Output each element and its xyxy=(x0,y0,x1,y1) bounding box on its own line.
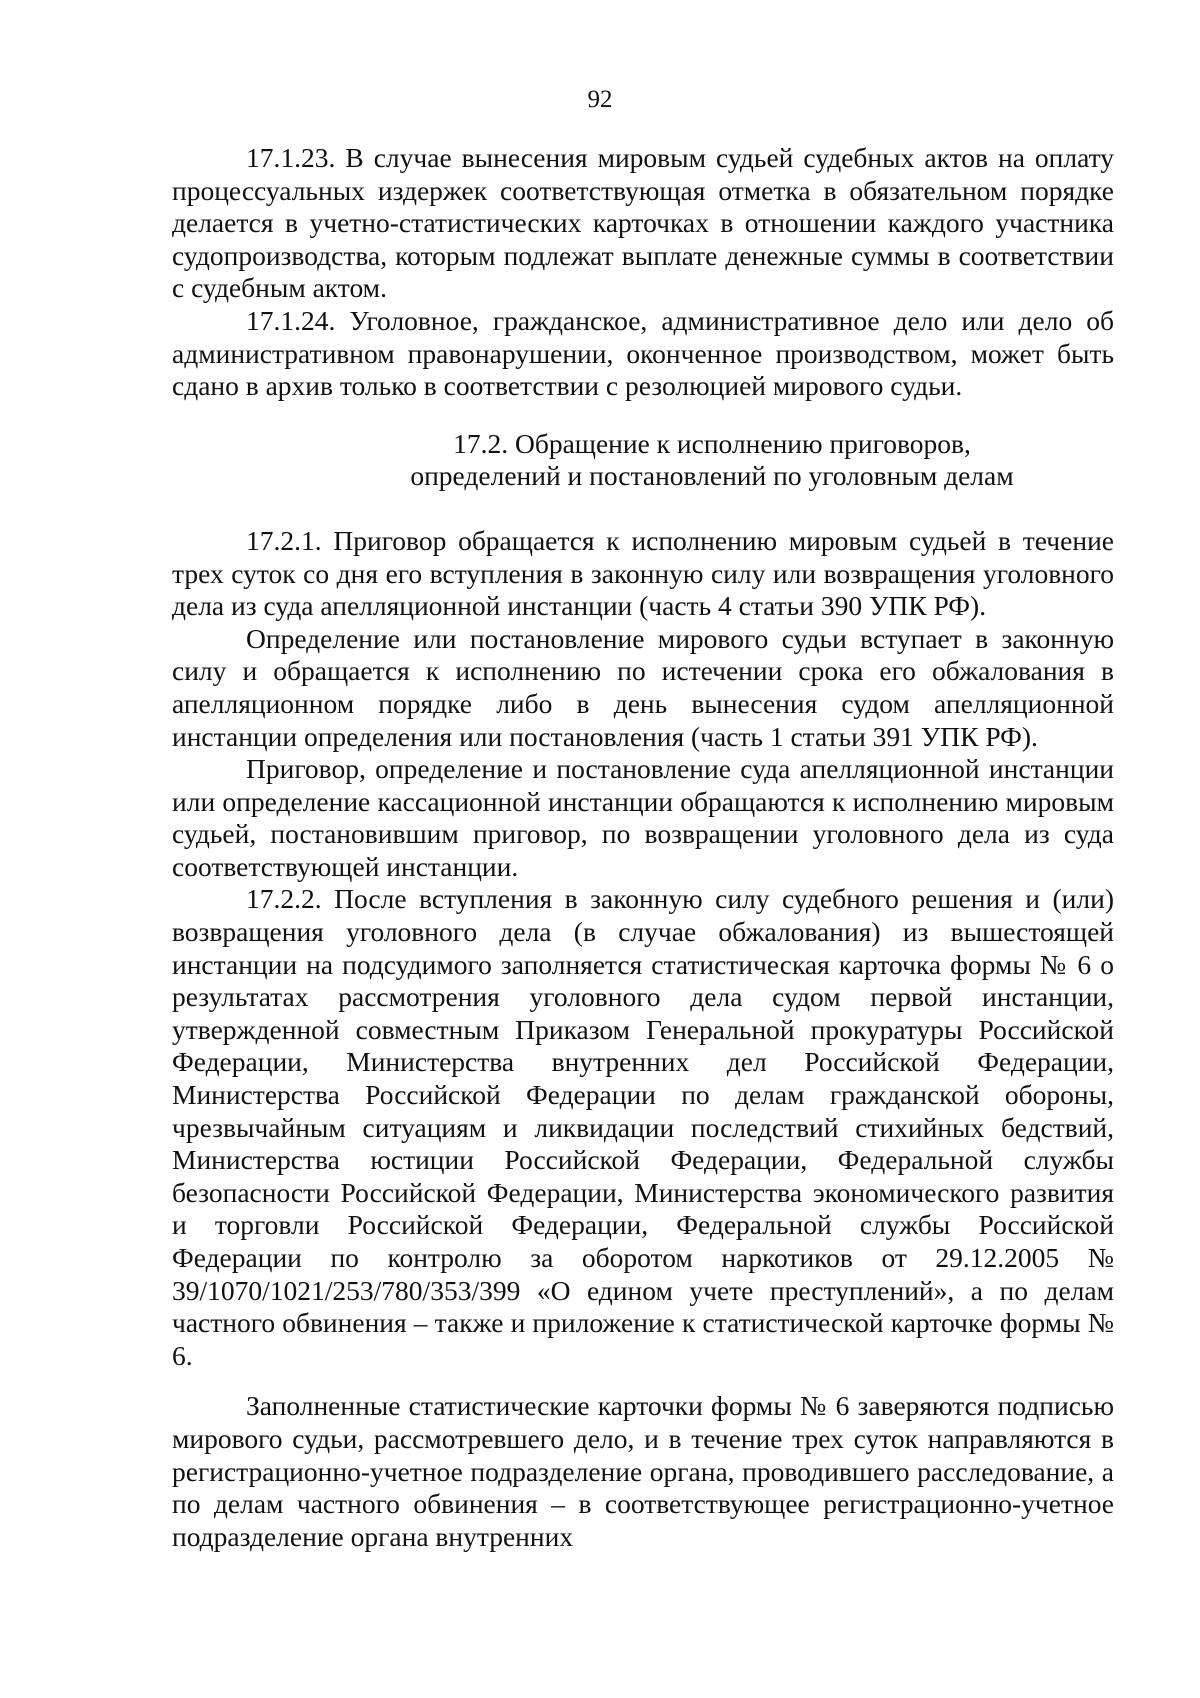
paragraph-17-1-24: 17.1.24. Уголовное, гражданское, административное дело или дело об административном правонарушении, оконченное производством, может быть сдано в архив только в соответствии с резолюцией мирового судьи. xyxy=(172,304,1114,402)
page-number: 92 xyxy=(587,86,613,113)
paragraph-17-2-2: 17.2.2. После вступления в законную силу судебного решения и (или) возвращения уголовного дела (в случае обжалования) из вышестоящей инстанции на подсудимого заполняется статистическая карточка формы № 6 о результатах рассмотрения уголовного дела судом первой инстанции, утвержденной совместным Приказом Генеральной прокуратуры Российской Федерации, Министерства внутренних дел Российской Федерации, Министерства Российской Федерации по делам гражданской обороны, чрезвычайным ситуациям и ликвидации последствий стихийных бедствий, Министерства юстиции Российской Федерации, Федеральной службы безопасности Российской Федерации, Министерства экономического развития и торговли Российской Федерации, Федеральной службы Российской Федерации по контролю за оборотом наркотиков от 29.12.2005 № 39/1070/1021/253/780/353/399 «О едином учете преступлений», а по делам частного обвинения – также и приложение к статистической карточке формы № 6. xyxy=(172,883,1114,1371)
section-heading xyxy=(172,428,1114,493)
paragraph-17-2-1: 17.2.1. Приговор обращается к исполнению мировым судьей в течение трех суток со дня его вступления в законную силу или возвращения уголовного дела из суда апелляционной инстанции (часть 4 статьи 390 УПК РФ). xyxy=(172,524,1114,622)
section-heading-line-2: определений и постановлений по уголовным делам xyxy=(410,460,1014,492)
paragraph-cards-certified: Заполненные статистические карточки формы № 6 заверяются подписью мирового судьи, рассмотревшего дело, и в течение трех суток направляются в регистрационно-учетное подразделение органа, проводившего расследование, а по делам частного обвинения – в соответствующее регистрационно-учетное подразделение органа внутренних xyxy=(172,1390,1114,1552)
paragraph-17-1-23: 17.1.23. В случае вынесения мировым судьей судебных актов на оплату процессуальных издержек соответствующая отметка в обязательном порядке делается в учетно-статистических карточках в отношении каждого участника судопроизводства, которым подлежат выплате денежные суммы в соответствии с судебным актом. xyxy=(172,142,1114,304)
paragraph-appellate-sentence: Приговор, определение и постановление суда апелляционной инстанции или определение кассационной инстанции обращаются к исполнению мировым судьей, постановившим приговор, по возвращении уголовного дела из суда соответствующей инстанции. xyxy=(172,753,1114,882)
section-heading-line-1: 17.2. Обращение к исполнению приговоров, xyxy=(453,427,971,459)
document-body xyxy=(172,142,1114,1553)
paragraph-appeal-ruling: Определение или постановление мирового судьи вступает в законную силу и обращается к исполнению по истечении срока его обжалования в апелляционном порядке либо в день вынесения судом апелляционной инстанции определения или постановления (часть 1 статьи 391 УПК РФ). xyxy=(172,622,1114,752)
